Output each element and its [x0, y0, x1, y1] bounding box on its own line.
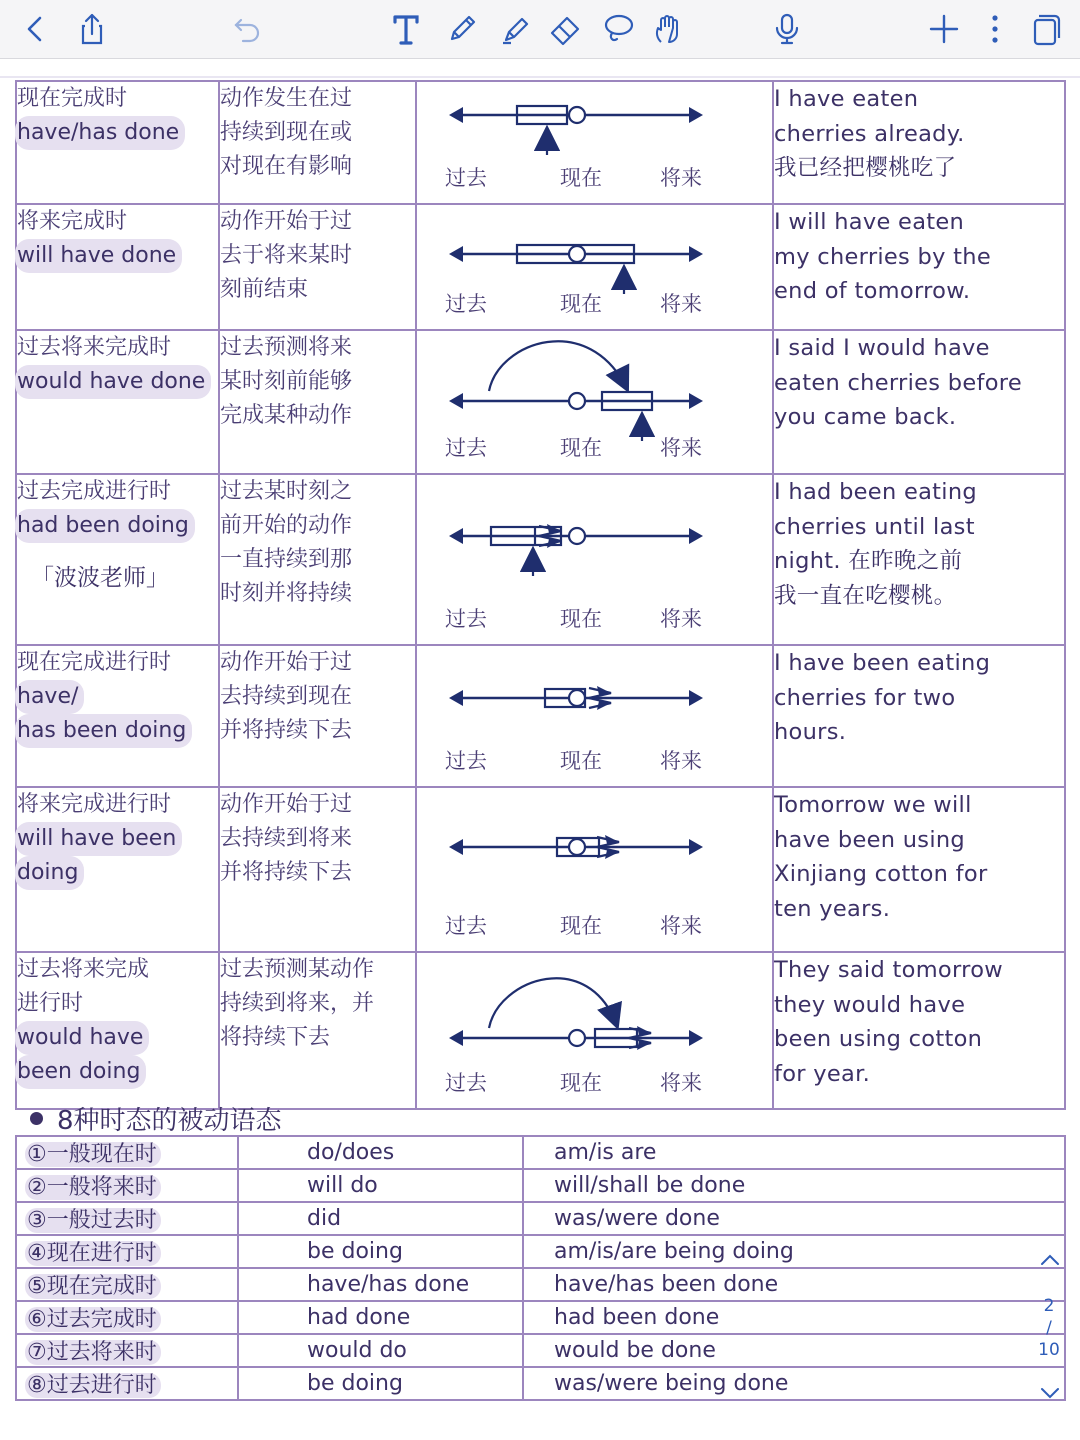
tense-form: had been doing — [15, 509, 195, 543]
tense-form: would have done — [15, 365, 211, 399]
page-top-edge — [0, 76, 1080, 78]
tense-name: 过去将来完成 — [17, 957, 150, 982]
passive-form: am/is are — [523, 1136, 1065, 1169]
description-line: 持续到现在或 — [220, 120, 353, 145]
example-line: for year. — [774, 1060, 871, 1087]
page-indicator — [1020, 1240, 1080, 1420]
now-point — [569, 690, 585, 706]
now-point — [569, 107, 585, 123]
tense-row — [16, 474, 1065, 645]
timeline-label-now: 现在 — [560, 914, 602, 938]
tense-name-cell — [16, 474, 219, 645]
tense-table — [15, 80, 1066, 1110]
description-line: 去于将来某时 — [220, 243, 353, 268]
tense-name: 过去将来完成时 — [17, 335, 172, 360]
timeline-label-past: 过去 — [445, 749, 487, 773]
example-line: my cherries by the — [774, 243, 992, 270]
passive-section-title — [30, 1100, 282, 1137]
active-form: would do — [238, 1334, 523, 1367]
example-line: 我一直在吃樱桃。 — [774, 582, 957, 609]
passive-row — [16, 1235, 1065, 1268]
passive-tense-name-cell — [16, 1334, 238, 1367]
example-line: I have eaten — [774, 86, 919, 112]
passive-tense-name-cell — [16, 1202, 238, 1235]
tense-row — [16, 81, 1065, 204]
passive-tense-name: ⑦过去将来时 — [25, 1340, 161, 1365]
tense-description-cell — [219, 81, 416, 204]
description-line: 刻前结束 — [220, 277, 309, 302]
example-line: Tomorrow we will — [774, 792, 972, 818]
timeline-label-future: 将来 — [660, 436, 702, 460]
passive-tense-name-cell — [16, 1301, 238, 1334]
passive-form: would be done — [523, 1334, 1065, 1367]
tense-name-cell — [16, 645, 219, 787]
description-line: 时刻并将持续 — [220, 581, 353, 606]
description-line: 前开始的动作 — [220, 513, 353, 538]
description-line: 动作开始于过 — [220, 209, 353, 234]
tense-description-cell — [219, 330, 416, 474]
description-line: 对现在有影响 — [220, 154, 353, 179]
passive-row — [16, 1202, 1065, 1235]
timeline-label-now: 现在 — [560, 292, 602, 316]
example-cell — [773, 81, 1065, 204]
timeline-label-now: 现在 — [560, 436, 602, 460]
timeline-label-future: 将来 — [660, 166, 702, 190]
description-line: 过去预测某动作 — [220, 957, 375, 982]
tense-row — [16, 330, 1065, 474]
tense-form: will have been — [15, 822, 182, 856]
passive-form: will/shall be done — [523, 1169, 1065, 1202]
example-line: I had been eating — [774, 479, 977, 505]
passive-row — [16, 1136, 1065, 1169]
now-point — [569, 528, 585, 544]
passive-tense-name: ⑤现在完成时 — [25, 1274, 161, 1299]
tense-name: 现在完成时 — [17, 86, 128, 111]
timeline-diagram-cell — [416, 645, 773, 787]
passive-form: had been done — [523, 1301, 1065, 1334]
description-line: 将持续下去 — [220, 1025, 331, 1050]
example-line: They said tomorrow — [774, 957, 1003, 983]
example-cell — [773, 474, 1065, 645]
passive-form: was/were being done — [523, 1367, 1065, 1400]
passive-row — [16, 1169, 1065, 1202]
undo-icon[interactable] — [228, 9, 268, 49]
passive-tense-name-cell — [16, 1235, 238, 1268]
example-cell — [773, 787, 1065, 952]
now-point — [569, 839, 585, 855]
timeline-label-future: 将来 — [660, 1071, 702, 1095]
example-line: I said I would have — [774, 335, 990, 361]
description-line: 动作开始于过 — [220, 650, 353, 675]
active-form: had done — [238, 1301, 523, 1334]
example-line: cherries already. — [774, 120, 965, 147]
example-line: have been using — [774, 826, 966, 853]
timeline-label-now: 现在 — [560, 607, 602, 631]
example-line: eaten cherries before — [774, 369, 1022, 396]
tense-description-cell — [219, 645, 416, 787]
tense-name: 将来完成进行时 — [17, 792, 172, 817]
description-line: 过去预测将来 — [220, 335, 353, 360]
tense-description-cell — [219, 204, 416, 330]
description-line: 并将持续下去 — [220, 718, 353, 743]
passive-form: was/were done — [523, 1202, 1065, 1235]
tense-form: been doing — [15, 1055, 146, 1089]
active-form: did — [238, 1202, 523, 1235]
passive-tense-name: ①一般现在时 — [25, 1142, 161, 1167]
example-line: I have been eating — [774, 650, 991, 676]
timeline-diagram-cell — [416, 330, 773, 474]
timeline-label-past: 过去 — [445, 292, 487, 316]
description-line: 动作开始于过 — [220, 792, 353, 817]
tense-name: 进行时 — [17, 991, 84, 1016]
example-line: they would have — [774, 991, 966, 1018]
passive-row — [16, 1268, 1065, 1301]
example-line: Xinjiang cotton for — [774, 861, 988, 887]
tense-description-cell — [219, 787, 416, 952]
passive-title-text: 8种时态的被动语态 — [57, 1106, 282, 1136]
timeline-diagram-cell — [416, 952, 773, 1109]
timeline-label-future: 将来 — [660, 607, 702, 631]
tense-form: will have done — [15, 239, 182, 273]
description-line: 动作发生在过 — [220, 86, 353, 111]
timeline-label-past: 过去 — [445, 436, 487, 460]
tense-name: 将来完成时 — [17, 209, 128, 234]
example-line: cherries for two — [774, 684, 956, 711]
hand-icon[interactable] — [648, 9, 688, 49]
tense-name: 现在完成进行时 — [17, 650, 172, 675]
microphone-icon[interactable] — [767, 9, 807, 49]
toolbar — [0, 0, 1080, 59]
highlighter-icon[interactable] — [495, 9, 535, 49]
example-line: you came back. — [774, 404, 957, 430]
description-line: 过去某时刻之 — [220, 479, 353, 504]
description-line: 某时刻前能够 — [220, 369, 353, 394]
author-signature: 「波波老师」 — [31, 565, 169, 591]
description-line: 去持续到现在 — [220, 684, 353, 709]
passive-tense-name-cell — [16, 1268, 238, 1301]
tense-description-cell — [219, 952, 416, 1109]
pages-icon[interactable] — [1025, 9, 1065, 49]
tense-row — [16, 952, 1065, 1109]
text-tool-icon[interactable] — [386, 9, 426, 49]
passive-row — [16, 1367, 1065, 1400]
bullet-icon — [30, 1112, 43, 1125]
description-line: 并将持续下去 — [220, 860, 353, 885]
timeline-label-past: 过去 — [445, 1071, 487, 1095]
tense-row — [16, 645, 1065, 787]
now-point — [569, 246, 585, 262]
example-cell — [773, 645, 1065, 787]
timeline-label-now: 现在 — [560, 749, 602, 773]
back-icon[interactable] — [15, 9, 55, 49]
example-line: end of tomorrow. — [774, 278, 971, 304]
lasso-icon[interactable] — [598, 9, 638, 49]
tense-name-cell — [16, 787, 219, 952]
passive-row — [16, 1334, 1065, 1367]
add-page-icon[interactable] — [924, 9, 964, 49]
timeline-label-future: 将来 — [660, 749, 702, 773]
timeline-diagram-cell — [416, 204, 773, 330]
tense-form: doing — [15, 856, 84, 890]
active-form: will do — [238, 1169, 523, 1202]
timeline-label-future: 将来 — [660, 914, 702, 938]
tense-name-cell — [16, 81, 219, 204]
current-page: 2 — [1043, 1296, 1055, 1316]
example-line: ten years. — [774, 895, 891, 922]
tense-name-cell — [16, 330, 219, 474]
example-cell — [773, 204, 1065, 330]
share-icon[interactable] — [72, 9, 112, 49]
active-form: be doing — [238, 1235, 523, 1268]
example-line: I will have eaten — [774, 209, 965, 235]
tense-form: has been doing — [15, 714, 192, 748]
tense-name-cell — [16, 204, 219, 330]
tense-form: have/has done — [15, 116, 185, 150]
passive-tense-name-cell — [16, 1367, 238, 1400]
description-line: 去持续到将来 — [220, 826, 353, 851]
example-line: cherries until last — [774, 513, 975, 540]
description-line: 一直持续到那 — [220, 547, 353, 572]
tense-row — [16, 787, 1065, 952]
example-line: been using cotton — [774, 1026, 983, 1052]
passive-tense-name: ②一般将来时 — [25, 1175, 161, 1200]
timeline-label-past: 过去 — [445, 914, 487, 938]
timeline-label-past: 过去 — [445, 607, 487, 631]
active-form: have/has done — [238, 1268, 523, 1301]
active-form: do/does — [238, 1136, 523, 1169]
tense-form: would have — [15, 1021, 149, 1055]
more-icon[interactable] — [975, 9, 1015, 49]
passive-form: have/has been done — [523, 1268, 1065, 1301]
timeline-label-now: 现在 — [560, 166, 602, 190]
now-point — [569, 1030, 585, 1046]
description-line: 持续到将来，并 — [220, 991, 375, 1016]
passive-form: am/is/are being doing — [523, 1235, 1065, 1268]
description-line: 完成某种动作 — [220, 403, 353, 428]
tense-row — [16, 204, 1065, 330]
example-line: night. 在昨晚之前 — [774, 548, 963, 574]
now-point — [569, 393, 585, 409]
total-pages: 10 — [1038, 1340, 1060, 1360]
passive-tense-name: ⑧过去进行时 — [25, 1373, 161, 1398]
active-form: be doing — [238, 1367, 523, 1400]
page-separator: / — [1046, 1318, 1052, 1338]
eraser-icon[interactable] — [545, 9, 585, 49]
chevron-down-icon[interactable] — [1038, 1383, 1062, 1403]
example-line: 我已经把樱桃吃了 — [774, 155, 957, 181]
timeline-label-past: 过去 — [445, 166, 487, 190]
passive-row — [16, 1301, 1065, 1334]
example-cell — [773, 330, 1065, 474]
example-cell — [773, 952, 1065, 1109]
passive-tense-name: ⑥过去完成时 — [25, 1307, 161, 1332]
timeline-label-now: 现在 — [560, 1071, 602, 1095]
example-line: hours. — [774, 719, 847, 745]
tense-form: have/ — [15, 680, 84, 714]
tense-name-cell — [16, 952, 219, 1109]
passive-tense-name-cell — [16, 1136, 238, 1169]
tense-name: 过去完成进行时 — [17, 479, 172, 504]
timeline-diagram-cell — [416, 474, 773, 645]
passive-tense-name: ④现在进行时 — [25, 1241, 161, 1266]
passive-tense-name: ③一般过去时 — [25, 1208, 161, 1233]
passive-table — [15, 1135, 1066, 1401]
chevron-up-icon[interactable] — [1038, 1250, 1062, 1270]
timeline-diagram-cell — [416, 787, 773, 952]
passive-tense-name-cell — [16, 1169, 238, 1202]
timeline-diagram-cell — [416, 81, 773, 204]
tense-description-cell — [219, 474, 416, 645]
timeline-label-future: 将来 — [660, 292, 702, 316]
pen-icon[interactable] — [442, 9, 482, 49]
